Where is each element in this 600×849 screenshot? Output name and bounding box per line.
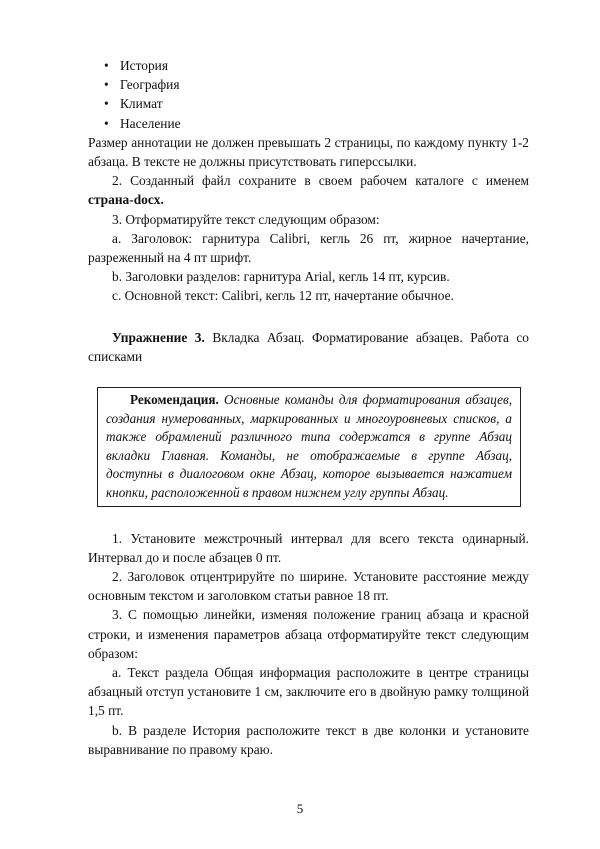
bullet-icon: • <box>104 96 109 112</box>
page-number: 5 <box>296 801 304 816</box>
paragraph-format: 3. Отформатируйте текст следующим образом: <box>112 211 380 227</box>
step-2: 2. Заголовок отцентрируйте по ширине. Установите расстояние между основным текстом и заголовком статьи равное 18 пт. <box>88 568 529 604</box>
step-3b: b. В разделе История расположите текст в две колонки и установите выравнивание по правому краю. <box>88 722 529 757</box>
bullet-icon: • <box>104 58 109 73</box>
recommendation-body: Основные команды для форматирования абзацев, создания нумерованных, маркированных и многоуровневых списков, а также обрамлений различного типа содержатся в группе Абзац вкладки Главная. Команды, не отображаемые в группе Абзац, доступны в диалоговом окне Абзац, которое вызывается нажатием кнопки, расположенной в правом нижнем углу группы Абзац. <box>106 391 512 500</box>
recommendation-box <box>97 387 521 507</box>
recommendation-label: Рекомендация. <box>130 391 219 407</box>
format-item-b: b. Заголовки разделов: гарнитура Arial, кегль 14 пт, курсив. <box>112 269 450 285</box>
exercise-label: Упражнение 3. <box>112 329 205 345</box>
file-name: страна-docx. <box>88 192 164 208</box>
paragraph-size-limit: Размер аннотации не должен превышать 2 страницы, по каждому пункту 1-2 абзаца. В тексте не должны присутствовать гиперссылки. <box>88 134 529 169</box>
list-item: • История <box>104 56 529 75</box>
page-content <box>88 56 529 759</box>
format-item-c: c. Основной текст: Calibri, кегль 12 пт, начертание обычное. <box>112 288 454 304</box>
bullet-icon: • <box>104 77 109 93</box>
step-1: 1. Установите межстрочный интервал для всего текста одинарный. Интервал до и после абзацев 0 пт. <box>88 530 529 565</box>
bullet-icon: • <box>104 115 109 131</box>
list-item: • Климат <box>104 94 529 113</box>
exercise-title: Вкладка Абзац. Форматирование абзацев. Работа со списками <box>88 329 530 364</box>
topic-bullet-list <box>104 56 529 133</box>
list-item: • Население <box>104 114 529 133</box>
format-item-a: a. Заголовок: гарнитура Calibri, кегль 26 пт, жирное начертание, разреженный на 4 пт шрифт. <box>88 230 529 265</box>
step-3a: a. Текст раздела Общая информация расположите в центре страницы абзацный отступ установите 1 см, заключите его в двойную рамку толщиной 1,5 пт. <box>88 664 529 719</box>
list-item: • География <box>104 75 529 94</box>
step-3: 3. С помощью линейки, изменяя положение границ абзаца и красной строки, и изменения параметров абзаца отформатируйте текст следующим образом: <box>88 607 529 661</box>
recommendation-text <box>106 391 512 503</box>
paragraph-save-file: 2. Созданный файл сохраните в своем рабочем каталоге с именем страна-docx. <box>88 173 529 208</box>
exercise-heading <box>88 328 529 366</box>
